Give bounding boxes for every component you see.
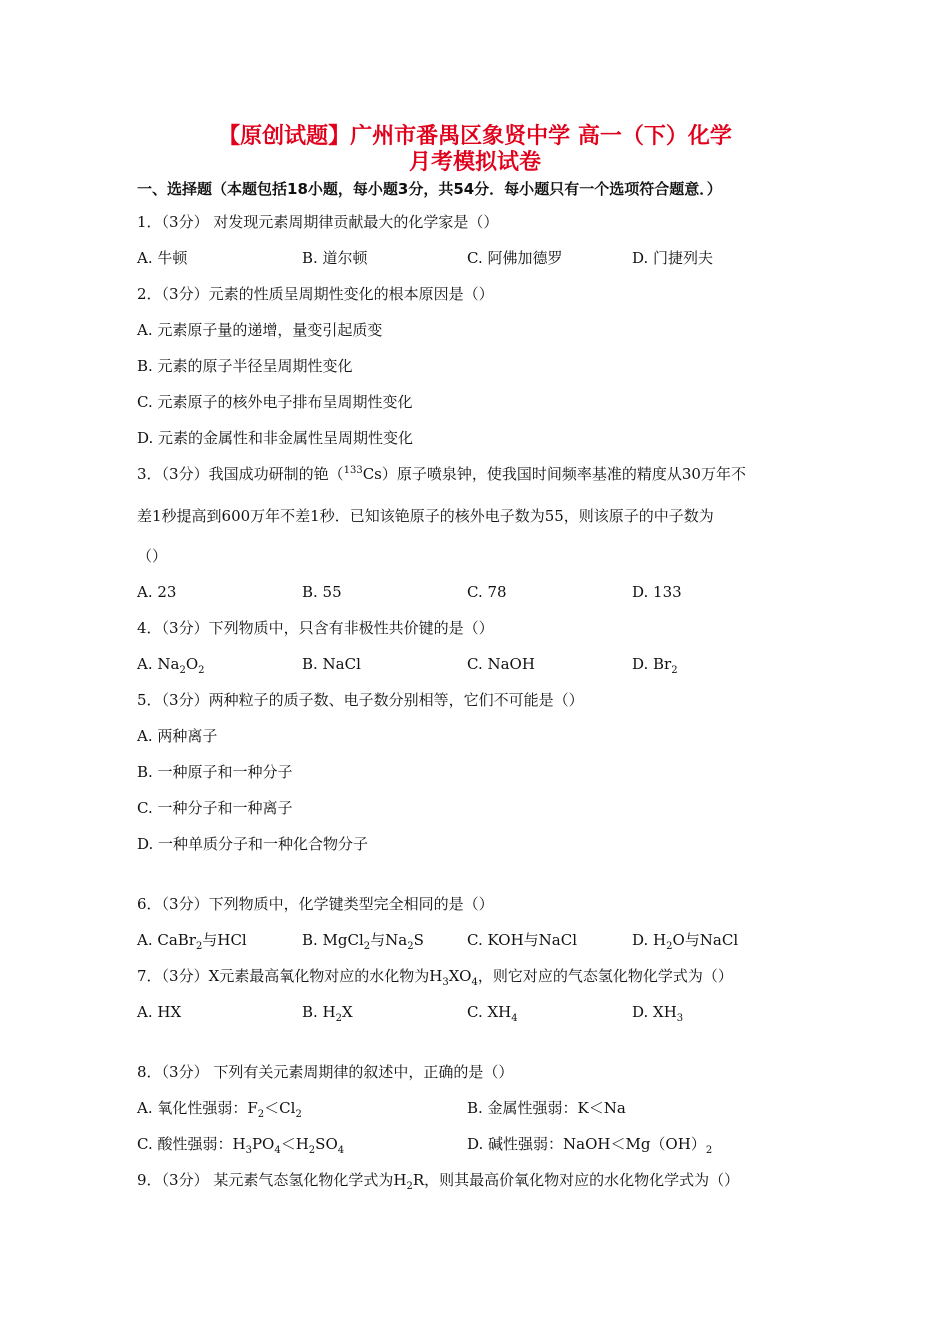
question-2-option-c: C. 元素原子的核外电子排布呈周期性变化 xyxy=(137,393,413,411)
question-6-stem: 6．（3分）下列物质中，化学键类型完全相同的是（） xyxy=(137,895,494,913)
question-7-option-c: C. $XH_4$ xyxy=(467,1003,518,1024)
question-5-option-b: B. 一种原子和一种分子 xyxy=(137,763,293,781)
question-2-option-d: D. 元素的金属性和非金属性呈周期性变化 xyxy=(137,429,414,447)
question-3-stem-rest: Cs）原子喷泉钟，使我国时间频率基准的精度从30万年不 xyxy=(362,465,746,483)
exam-title-line2: 月考模拟试卷 xyxy=(408,150,541,175)
question-1-option-b: B. 道尔顿 xyxy=(302,249,368,267)
question-7-option-a: A. HX xyxy=(137,1003,182,1021)
question-7-option-b: B. $H_2X$ xyxy=(302,1003,353,1024)
question-8-option-d: D. 碱性强弱：$NaOH<Mg(OH)_2$ xyxy=(467,1135,713,1156)
question-5-option-d: D. 一种单质分子和一种化合物分子 xyxy=(137,835,369,853)
question-3-option-d: D. 133 xyxy=(632,583,682,601)
question-7-option-d: D. $XH_3$ xyxy=(632,1003,684,1024)
question-3-option-c: C. 78 xyxy=(467,583,507,601)
question-2-stem: 2．（3分）元素的性质呈周期性变化的根本原因是（） xyxy=(137,285,494,303)
question-6-option-c: C. KOH与NaCl xyxy=(467,931,578,949)
question-8-option-a: A. 氧化性强弱：$F_2<Cl_2$ xyxy=(137,1099,302,1120)
question-4-stem: 4．（3分）下列物质中，只含有非极性共价键的是（） xyxy=(137,619,494,637)
question-4-option-c: C. NaOH xyxy=(467,655,535,673)
question-3-stem-line2: 差1秒提高到600万年不差1秒．已知该铯原子的核外电子数为55，则该原子的中子数为 xyxy=(137,507,714,525)
question-6-option-d: D. $H_2O$与NaCl xyxy=(632,931,739,952)
question-3-stem-pre: 3．（3分）我国成功研制的铯（ xyxy=(137,465,344,483)
question-3-option-a: A. 23 xyxy=(137,583,177,601)
question-3-stem-line3: （） xyxy=(137,547,168,565)
question-8-option-b: B. 金属性强弱：K＜Na xyxy=(467,1099,626,1117)
question-4-option-b: B. NaCl xyxy=(302,655,361,673)
question-1-stem: 1．（3分） 对发现元素周期律贡献最大的化学家是（） xyxy=(137,213,499,231)
section-heading: 一、选择题（本题包括18小题，每小题3分，共54分．每小题只有一个选项符合题意．） xyxy=(137,180,722,198)
question-5-option-c: C. 一种分子和一种离子 xyxy=(137,799,293,817)
question-2-option-a: A. 元素原子量的递增，量变引起质变 xyxy=(137,321,383,339)
question-7-stem: 7．（3分）X元素最高氧化物对应的水化物为$H_3XO_4$，则它对应的气态氢化物化学式为（） xyxy=(137,967,733,988)
question-6-option-a: A. CaBr$_2$与HCl xyxy=(137,931,247,952)
question-1-option-d: D. 门捷列夫 xyxy=(632,249,714,267)
question-6-option-b: B. MgCl$_2$与$Na_2S$ xyxy=(302,931,424,952)
question-3-option-b: B. 55 xyxy=(302,583,342,601)
question-1-option-a: A. 牛顿 xyxy=(137,249,188,267)
question-8-stem: 8．（3分） 下列有关元素周期律的叙述中，正确的是（） xyxy=(137,1063,514,1081)
question-8-option-c: C. 酸性强弱：$H_3PO_4<H_2SO_4$ xyxy=(137,1135,345,1156)
question-5-stem: 5．（3分）两种粒子的质子数、电子数分别相等，它们不可能是（） xyxy=(137,691,584,709)
question-5-option-a: A. 两种离子 xyxy=(137,727,218,745)
question-3-stem xyxy=(137,464,746,484)
question-1-option-c: C. 阿佛加德罗 xyxy=(467,249,563,267)
question-4-option-a: A. $Na_2O_2$ xyxy=(137,655,205,676)
exam-title-line1: 【原创试题】广州市番禺区象贤中学 高一（下）化学 xyxy=(218,124,732,149)
question-4-option-d: D. $Br_2$ xyxy=(632,655,678,676)
question-9-stem: 9．（3分） 某元素气态氢化物化学式为$H_2R$，则其最高价氧化物对应的水化物化学式为（） xyxy=(137,1171,740,1192)
question-2-option-b: B. 元素的原子半径呈周期性变化 xyxy=(137,357,353,375)
cesium-mass-number: 133 xyxy=(343,465,363,476)
